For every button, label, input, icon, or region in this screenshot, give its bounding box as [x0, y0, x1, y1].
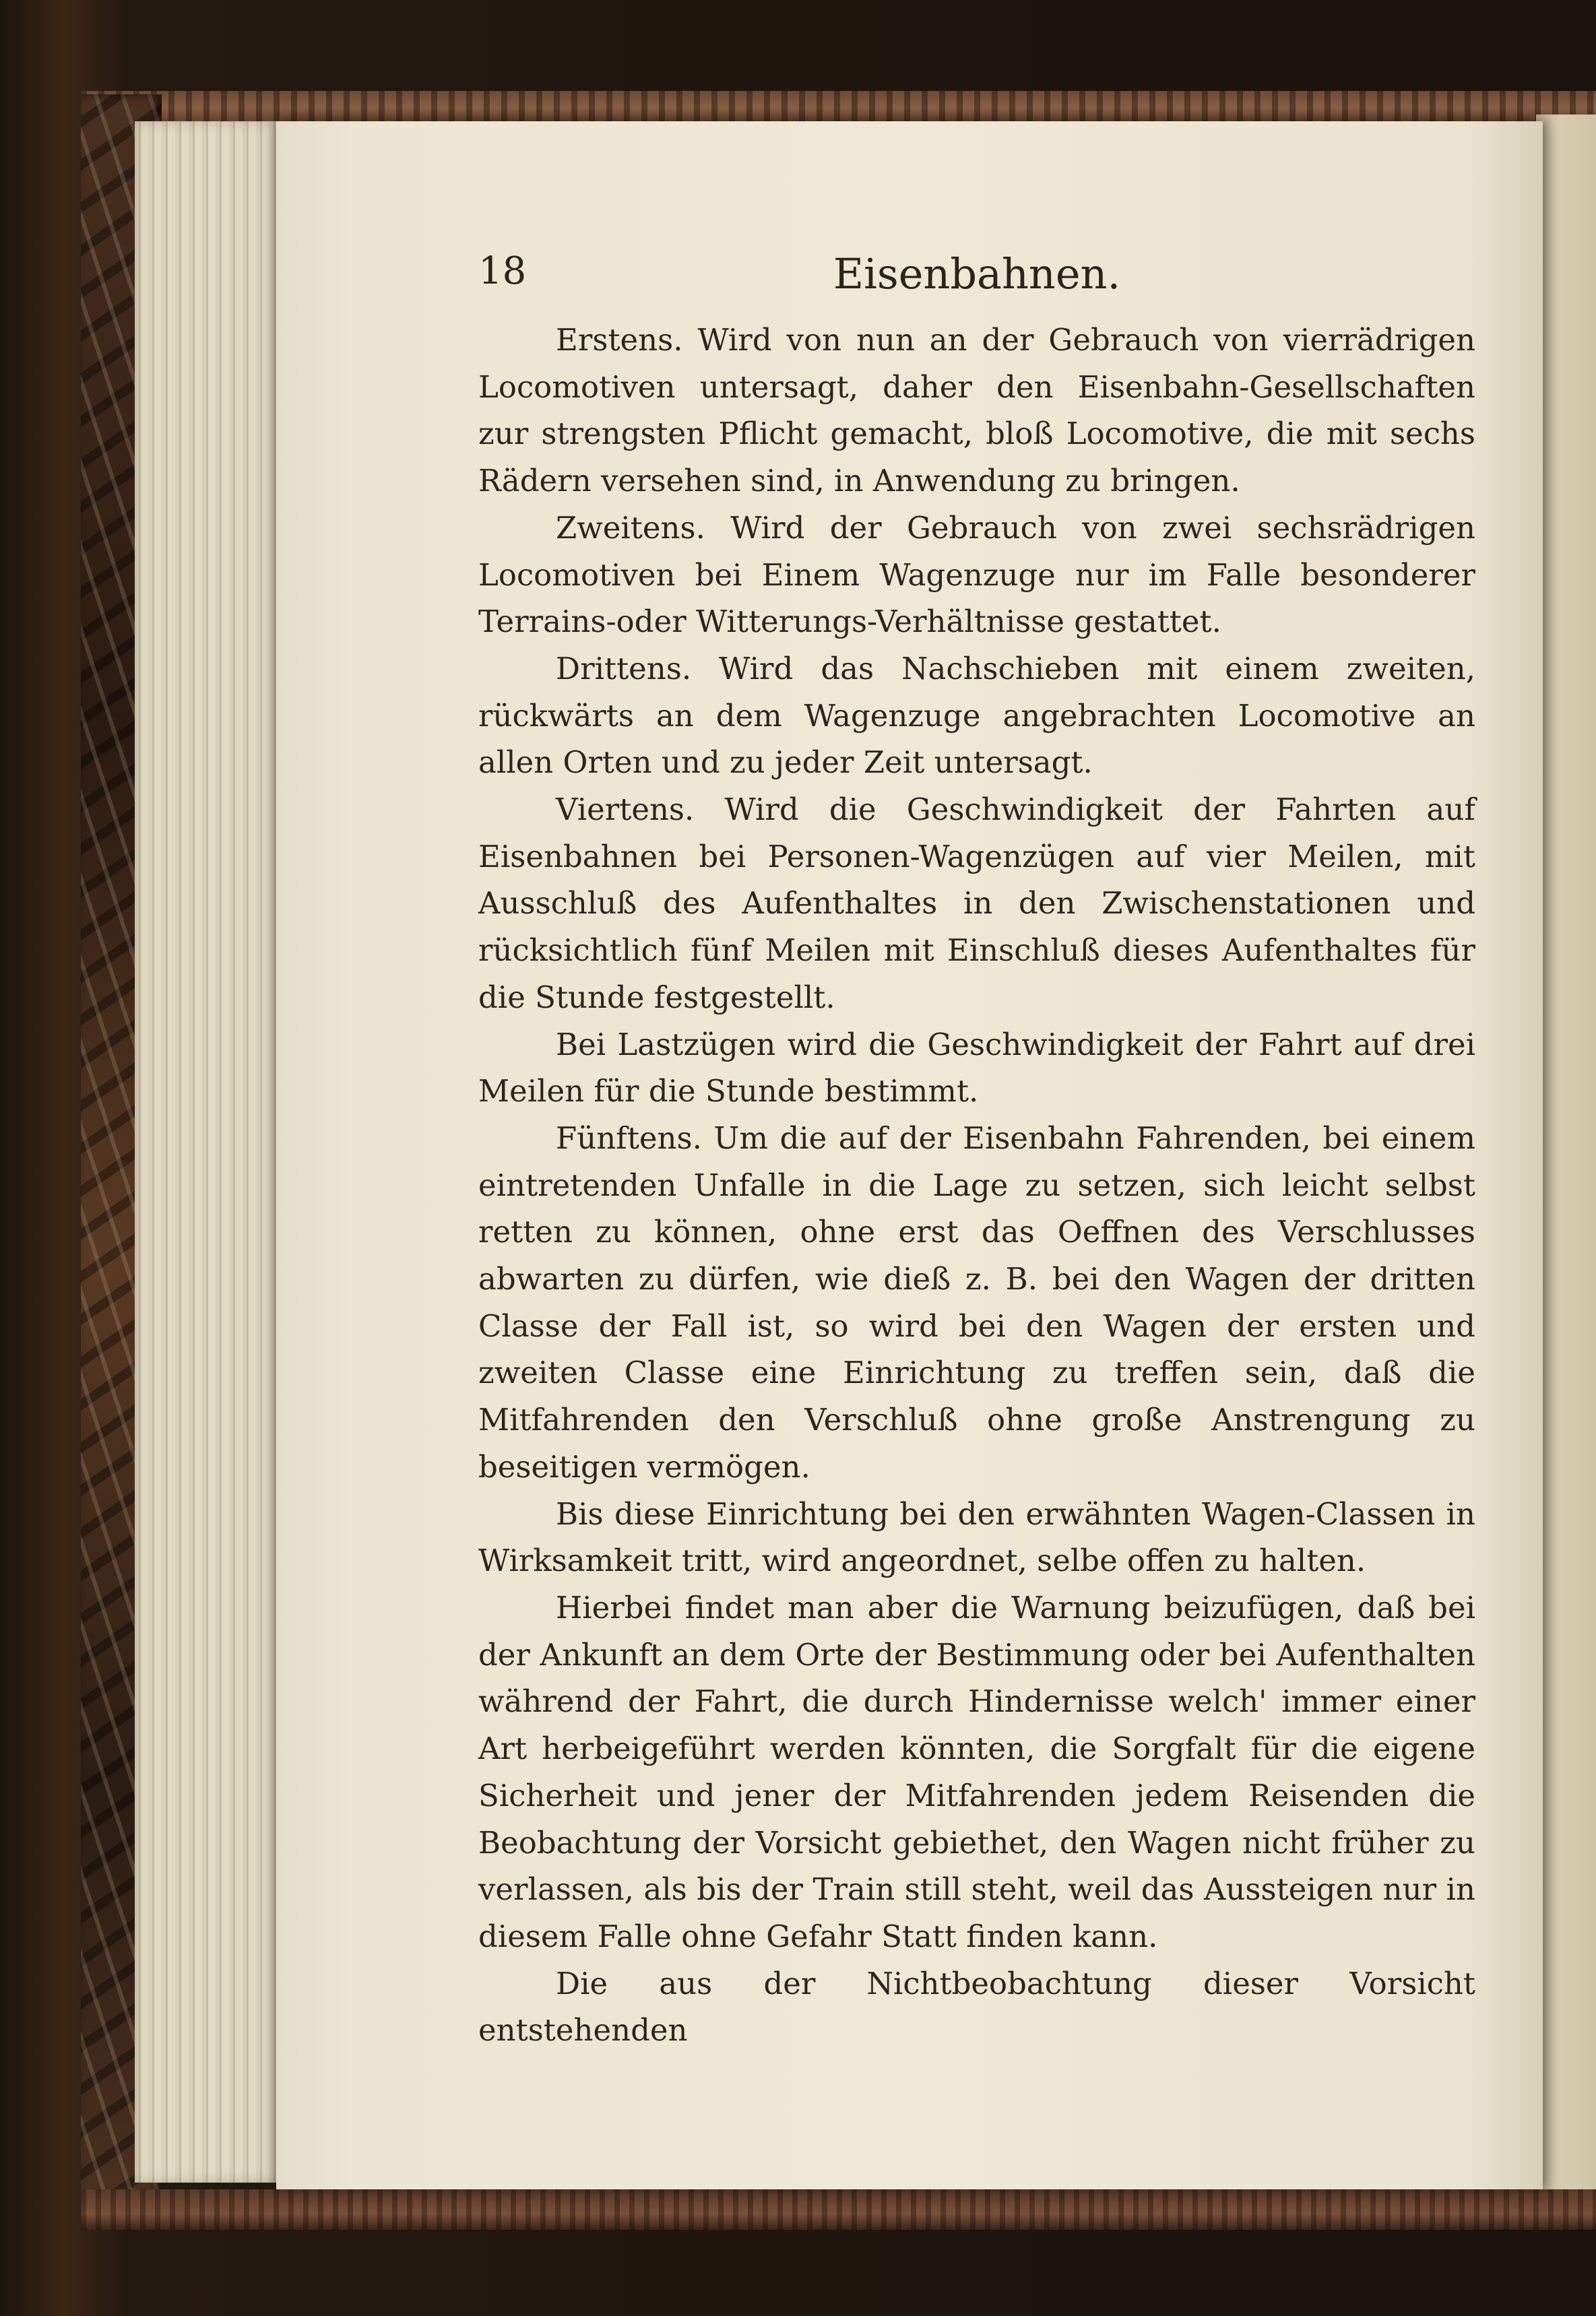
paragraph-fuenftens: Fünftens. Um die auf der Eisenbahn Fahrenden, bei einem eintretenden Unfalle in die Lage zu setzen, sich leicht selbst retten zu können, ohne erst das Oeffnen des Verschlusses abwarten zu dürfen, wie dieß z. B. bei den Wagen der dritten Classe der Fall ist, so wird bei den Wagen der ersten und zweiten Classe eine Einrichtung zu treffen sein, daß die Mitfahrenden den Verschluß ohne große Anstrengung zu beseitigen vermögen. [478, 1120, 1475, 1485]
page-body [478, 317, 1475, 2054]
paragraph-drittens: Drittens. Wird das Nachschieben mit einem zweiten, rückwärts an dem Wagenzuge angebrachten Locomotive an allen Orten und zu jeder Zeit untersagt. [478, 650, 1475, 781]
paragraph-viertens: Viertens. Wird die Geschwindigkeit der Fahrten auf Eisenbahnen bei Personen-Wagenzügen auf vier Meilen, mit Ausschluß des Aufenthaltes in den Zwischenstationen und rücksichtlich fünf Meilen mit Einschluß dieses Aufenthaltes für die Stunde festgestellt. [478, 792, 1475, 1015]
paragraph-erstens: Erstens. Wird von nun an der Gebrauch von vierrädrigen Locomotiven untersagt, daher den Eisenbahn-Gesellschaften zur strengsten Pflicht gemacht, bloß Locomotive, die mit sechs Rädern versehen sind, in Anwendung zu bringen. [478, 322, 1475, 499]
page-header [478, 249, 1475, 317]
page-number: 18 [478, 249, 527, 293]
book-cover-bottom-edge [81, 2189, 1596, 2230]
paragraph-lastzuegen: Bei Lastzügen wird die Geschwindigkeit der Fahrt auf drei Meilen für die Stunde bestimmt. [478, 1026, 1475, 1109]
running-title: Eisenbahnen. [833, 249, 1121, 298]
paragraph-zweitens: Zweitens. Wird der Gebrauch von zwei sechsrädrigen Locomotiven bei Einem Wagenzuge nur im Falle besonderer Terrains-oder Witterungs-Verhältnisse gestattet. [478, 509, 1475, 640]
facing-page-edge [1536, 115, 1596, 2189]
paragraph-einrichtung: Bis diese Einrichtung bei den erwähnten Wagen-Classen in Wirksamkeit tritt, wird angeordnet, selbe offen zu halten. [478, 1495, 1475, 1579]
page-stack-edges [135, 121, 290, 2183]
paragraph-warnung: Hierbei findet man aber die Warnung beizufügen, daß bei der Ankunft an dem Orte der Bestimmung oder bei Aufenthalten während der Fahrt, die durch Hindernisse welch' immer einer Art herbeigeführt werden könnten, die Sorgfalt für die eigene Sicherheit und jener der Mitfahrenden jedem Reisenden die Beobachtung der Vorsicht gebiethet, den Wagen nicht früher zu verlassen, als bis der Train still steht, weil das Aussteigen nur in diesem Falle ohne Gefahr Statt finden kann. [478, 1589, 1475, 1954]
book-page [276, 121, 1543, 2189]
book-cover-top-edge [81, 91, 1596, 125]
paragraph-continuation: Die aus der Nichtbeobachtung dieser Vorsicht entstehenden [478, 1965, 1475, 2049]
